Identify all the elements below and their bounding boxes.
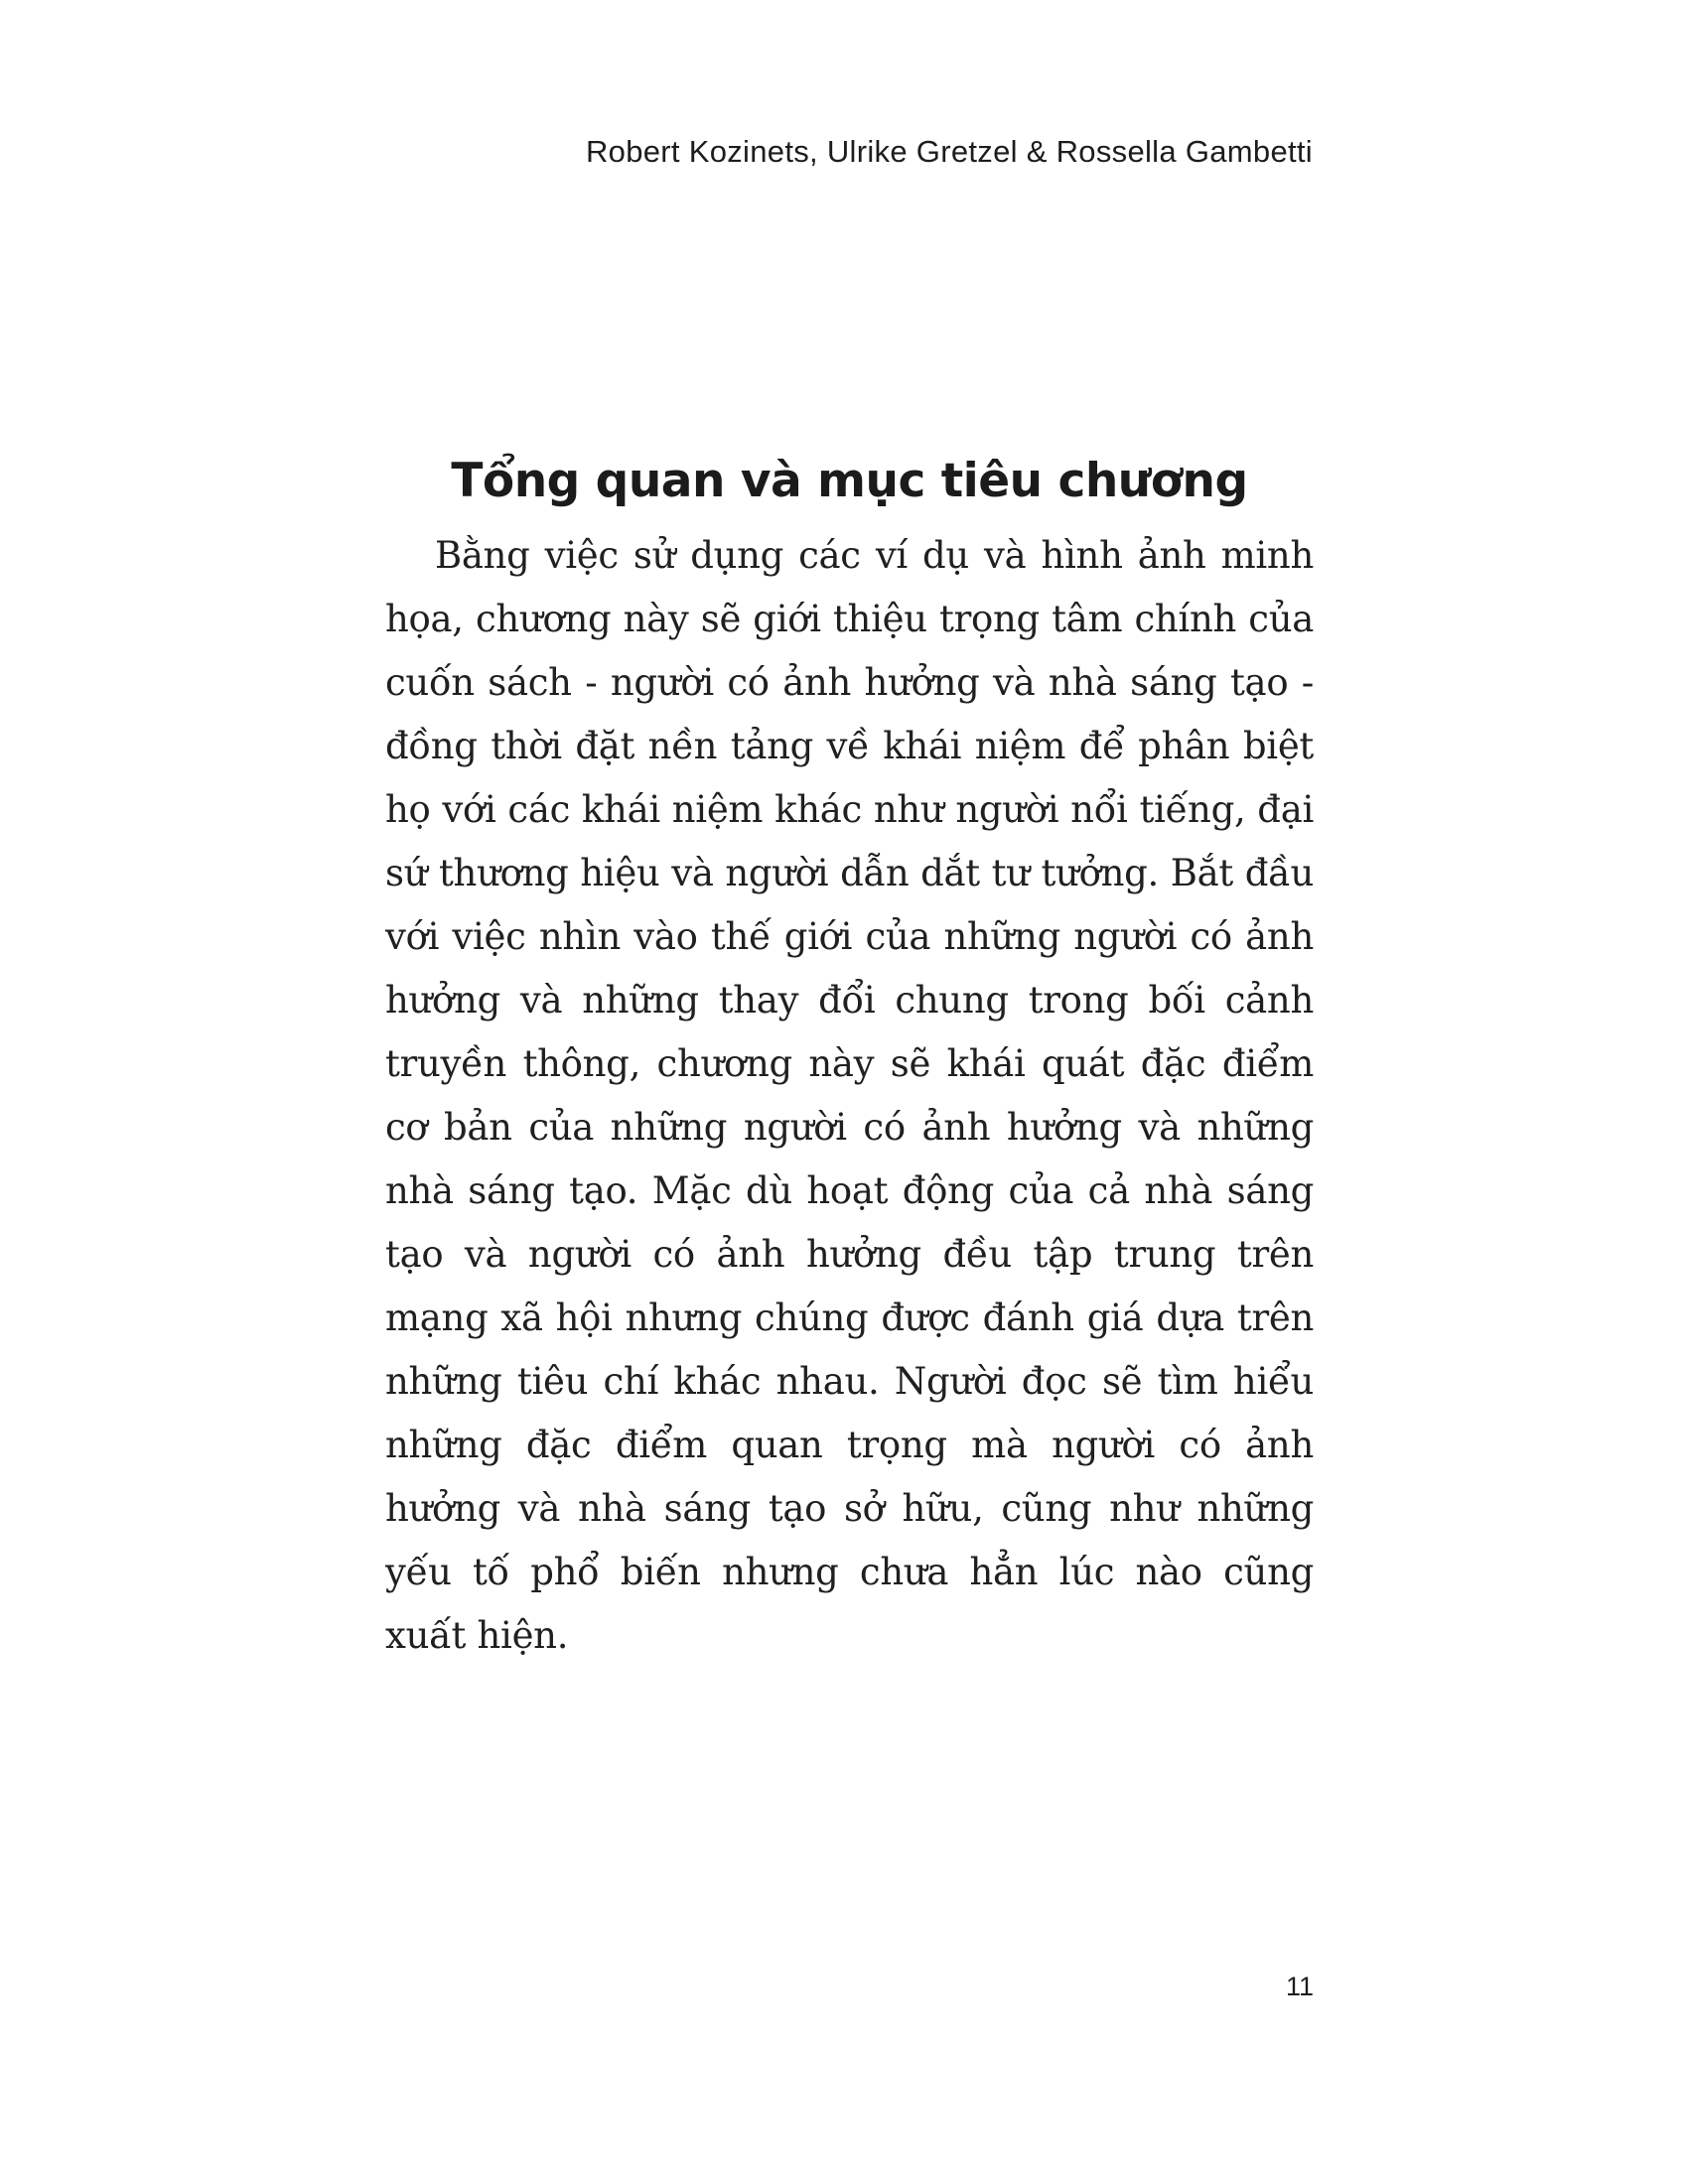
page-number: 11 [1285, 1972, 1314, 2001]
chapter-overview-section [385, 452, 1314, 1668]
running-header-authors: Robert Kozinets, Ulrike Gretzel & Rossella Gambetti [585, 134, 1313, 169]
section-title: Tổng quan và mục tiêu chương [451, 454, 1248, 508]
body-paragraph: Bằng việc sử dụng các ví dụ và hình ảnh minh họa, chương này sẽ giới thiệu trọng tâm chính của cuốn sách - người có ảnh hưởng và nhà sáng tạo - đồng thời đặt nền tảng về khái niệm để phân biệt họ với các khái niệm khác như người nổi tiếng, đại sứ thương hiệu và người dẫn dắt tư tưởng. Bắt đầu với việc nhìn vào thế giới của những người có ảnh hưởng và những thay đổi chung trong bối cảnh truyền thông, chương này sẽ khái quát đặc điểm cơ bản của những người có ảnh hưởng và những nhà sáng tạo. Mặc dù hoạt động của cả nhà sáng tạo và người có ảnh hưởng đều tập trung trên mạng xã hội nhưng chúng được đánh giá dựa trên những tiêu chí khác nhau. Người đọc sẽ tìm hiểu những đặc điểm quan trọng mà người có ảnh hưởng và nhà sáng tạo sở hữu, cũng như những yếu tố phổ biến nhưng chưa hẳn lúc nào cũng xuất hiện. [385, 534, 1314, 1657]
